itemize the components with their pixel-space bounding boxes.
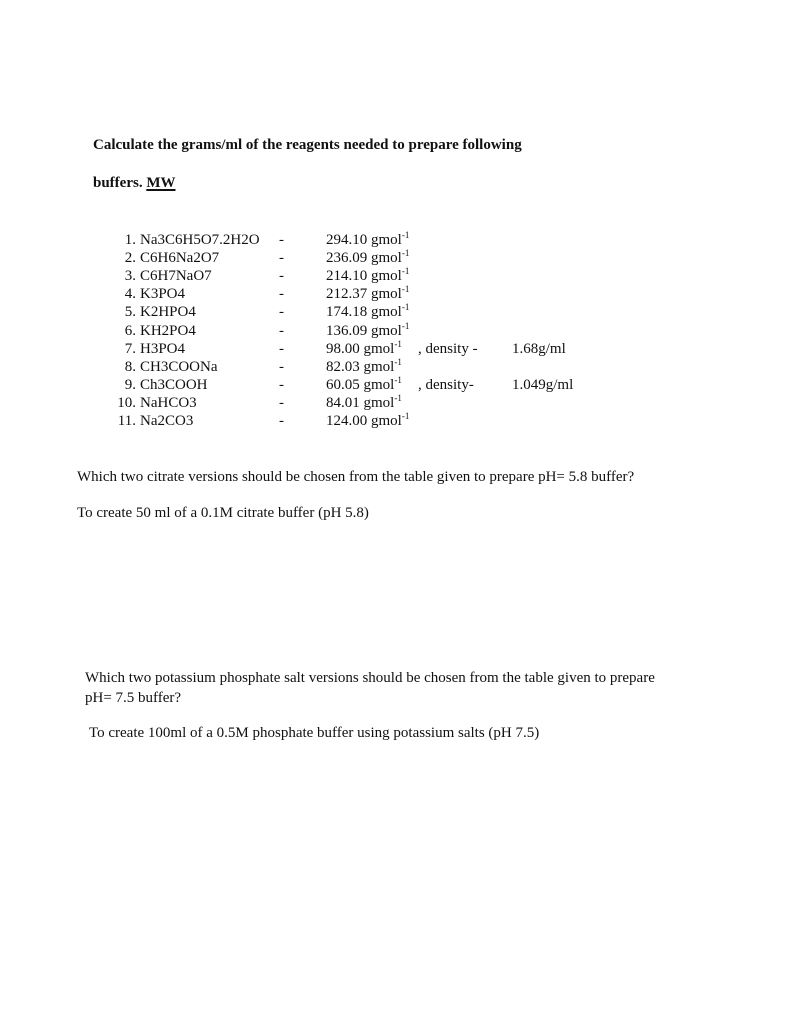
reagent-mw (326, 356, 402, 376)
citrate-task: To create 50 ml of a 0.1M citrate buffer (pH 5.8) (77, 505, 369, 521)
reagent-row (0, 356, 791, 376)
reagent-number: 8. (124, 358, 136, 375)
reagent-dash: - (279, 322, 284, 339)
reagent-density-label: , density- (418, 376, 474, 393)
reagent-row (0, 250, 791, 267)
reagent-name: Ch3COOH (140, 376, 208, 393)
reagent-number: 9. (124, 376, 136, 393)
reagent-mw-exponent: -1 (394, 338, 402, 349)
reagent-dash: - (279, 232, 284, 248)
reagent-mw-value: 236.09 gmol (326, 250, 402, 267)
reagent-number: 1. (124, 232, 136, 248)
reagent-row (0, 304, 791, 321)
reagent-mw-exponent: -1 (394, 356, 402, 367)
reagent-name: C6H6Na2O7 (140, 250, 220, 267)
reagent-mw-value: 98.00 gmol (326, 340, 395, 357)
reagent-name: CH3COONa (140, 358, 218, 375)
reagent-mw-exponent: -1 (401, 248, 410, 259)
heading-line-1: Calculate the grams/ml of the reagents needed to prepare following (93, 137, 522, 153)
reagent-row (0, 413, 791, 430)
reagent-mw-value: 174.18 gmol (326, 304, 402, 321)
reagent-density-label: , density - (418, 340, 478, 357)
reagent-row (0, 392, 791, 412)
reagent-mw-exponent: -1 (401, 411, 410, 421)
reagent-mw (326, 304, 409, 321)
reagent-dash: - (279, 304, 284, 321)
reagent-mw-value: 212.37 gmol (326, 286, 402, 303)
reagent-mw-value: 294.10 gmol (326, 232, 402, 248)
reagent-row (0, 232, 791, 249)
reagent-mw-exponent: -1 (394, 392, 402, 403)
reagent-name: Na2CO3 (140, 413, 194, 429)
citrate-question: Which two citrate versions should be chosen from the table given to prepare pH= 5.8 buffer? (77, 469, 635, 485)
reagent-row (0, 374, 791, 394)
reagent-mw-value: 60.05 gmol (326, 376, 395, 393)
reagent-name: C6H7NaO7 (140, 268, 212, 285)
reagent-name: K2HPO4 (140, 304, 196, 321)
reagent-number: 4. (124, 286, 136, 303)
reagent-mw-exponent: -1 (401, 302, 410, 313)
phosphate-question-line-2: pH= 7.5 buffer? (85, 690, 182, 706)
reagent-mw (326, 250, 409, 267)
reagent-number: 6. (124, 322, 136, 339)
reagent-density-value: 1.049g/ml (512, 376, 574, 393)
reagent-mw-exponent: -1 (401, 284, 410, 295)
reagent-row (0, 268, 791, 285)
reagent-dash: - (279, 268, 284, 285)
reagent-dash: - (279, 413, 284, 429)
reagent-name: KH2PO4 (140, 322, 196, 339)
reagent-dash: - (279, 250, 284, 267)
reagent-name: NaHCO3 (140, 394, 197, 411)
phosphate-question-line-1: Which two potassium phosphate salt versions should be chosen from the table given to prepare (85, 670, 655, 686)
reagent-number: 3. (124, 268, 136, 285)
reagent-name: H3PO4 (140, 340, 186, 357)
reagent-mw-value: 84.01 gmol (326, 394, 395, 411)
phosphate-task: To create 100ml of a 0.5M phosphate buffer using potassium salts (pH 7.5) (89, 725, 540, 741)
reagent-dash: - (279, 286, 284, 303)
reagent-number: 5. (124, 304, 136, 321)
reagent-row (0, 320, 791, 340)
reagent-mw (326, 392, 402, 412)
reagent-mw (326, 413, 409, 430)
reagent-number: 10. (117, 394, 136, 411)
reagent-mw (326, 268, 409, 285)
reagent-row (0, 286, 791, 303)
reagent-mw-value: 136.09 gmol (326, 322, 402, 339)
reagent-dash: - (279, 376, 284, 393)
reagent-mw-exponent: -1 (401, 320, 410, 331)
reagent-mw-value: 124.00 gmol (326, 413, 402, 429)
reagent-mw (326, 232, 409, 249)
reagent-mw (326, 374, 402, 394)
reagent-dash: - (279, 358, 284, 375)
reagent-mw (326, 320, 410, 340)
reagent-name: Na3C6H5O7.2H2O (140, 232, 260, 248)
reagent-number: 7. (124, 340, 136, 357)
heading-buffers: buffers. (93, 175, 143, 191)
reagent-mw (326, 286, 409, 303)
reagent-dash: - (279, 340, 284, 357)
reagent-number: 11. (117, 413, 136, 429)
reagent-name: K3PO4 (140, 286, 186, 303)
reagent-mw-exponent: -1 (394, 374, 402, 385)
reagent-mw-exponent: -1 (401, 266, 410, 277)
reagent-mw-exponent: -1 (401, 230, 410, 240)
heading-mw: MW (146, 175, 176, 191)
reagent-dash: - (279, 394, 284, 411)
reagent-mw-value: 214.10 gmol (326, 268, 402, 285)
reagent-row (0, 338, 791, 358)
heading-line-2 (93, 175, 176, 192)
reagent-density-value: 1.68g/ml (512, 340, 566, 357)
reagent-number: 2. (124, 250, 136, 267)
reagent-mw-value: 82.03 gmol (326, 358, 395, 375)
reagent-mw (326, 338, 402, 358)
